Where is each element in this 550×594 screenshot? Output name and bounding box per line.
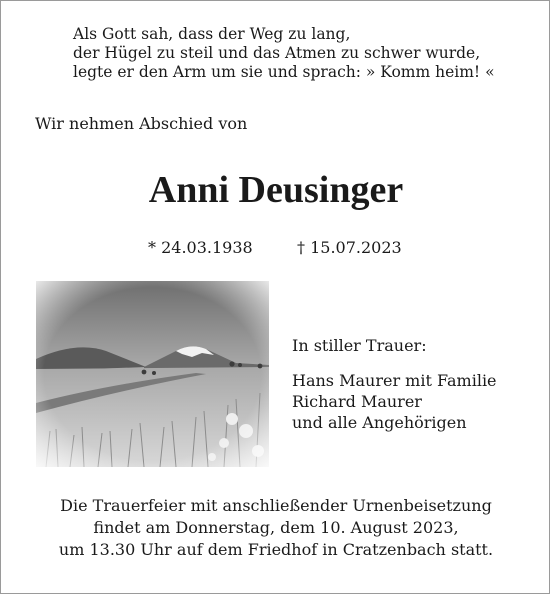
poem-line: der Hügel zu steil und das Atmen zu schwer wurde,	[73, 44, 481, 62]
ceremony-line: um 13.30 Uhr auf dem Friedhof in Cratzenbach statt.	[58, 540, 494, 559]
farewell-text: Wir nehmen Abschied von	[35, 114, 248, 133]
mourner-name: Hans Maurer mit Familie	[292, 371, 497, 390]
mourners-intro: In stiller Trauer:	[292, 336, 427, 355]
birth-date: * 24.03.1938	[148, 238, 253, 257]
ceremony-info	[1, 495, 550, 561]
poem	[73, 25, 495, 82]
death-date: † 15.07.2023	[297, 238, 402, 257]
ceremony-line: Die Trauerfeier mit anschließender Urnenbeisetzung	[60, 496, 492, 515]
mourners	[292, 335, 497, 433]
mourner-name: Richard Maurer	[292, 392, 422, 411]
deceased-name: Anni Deusinger	[148, 169, 404, 211]
mourner-name: und alle Angehörigen	[292, 413, 467, 432]
poem-line: legte er den Arm um sie und sprach: » Komm heim! «	[73, 63, 495, 81]
ceremony-line: findet am Donnerstag, dem 10. August 2023,	[93, 518, 459, 537]
landscape-photo-icon	[36, 281, 269, 467]
poem-line: Als Gott sah, dass der Weg zu lang,	[73, 25, 351, 43]
